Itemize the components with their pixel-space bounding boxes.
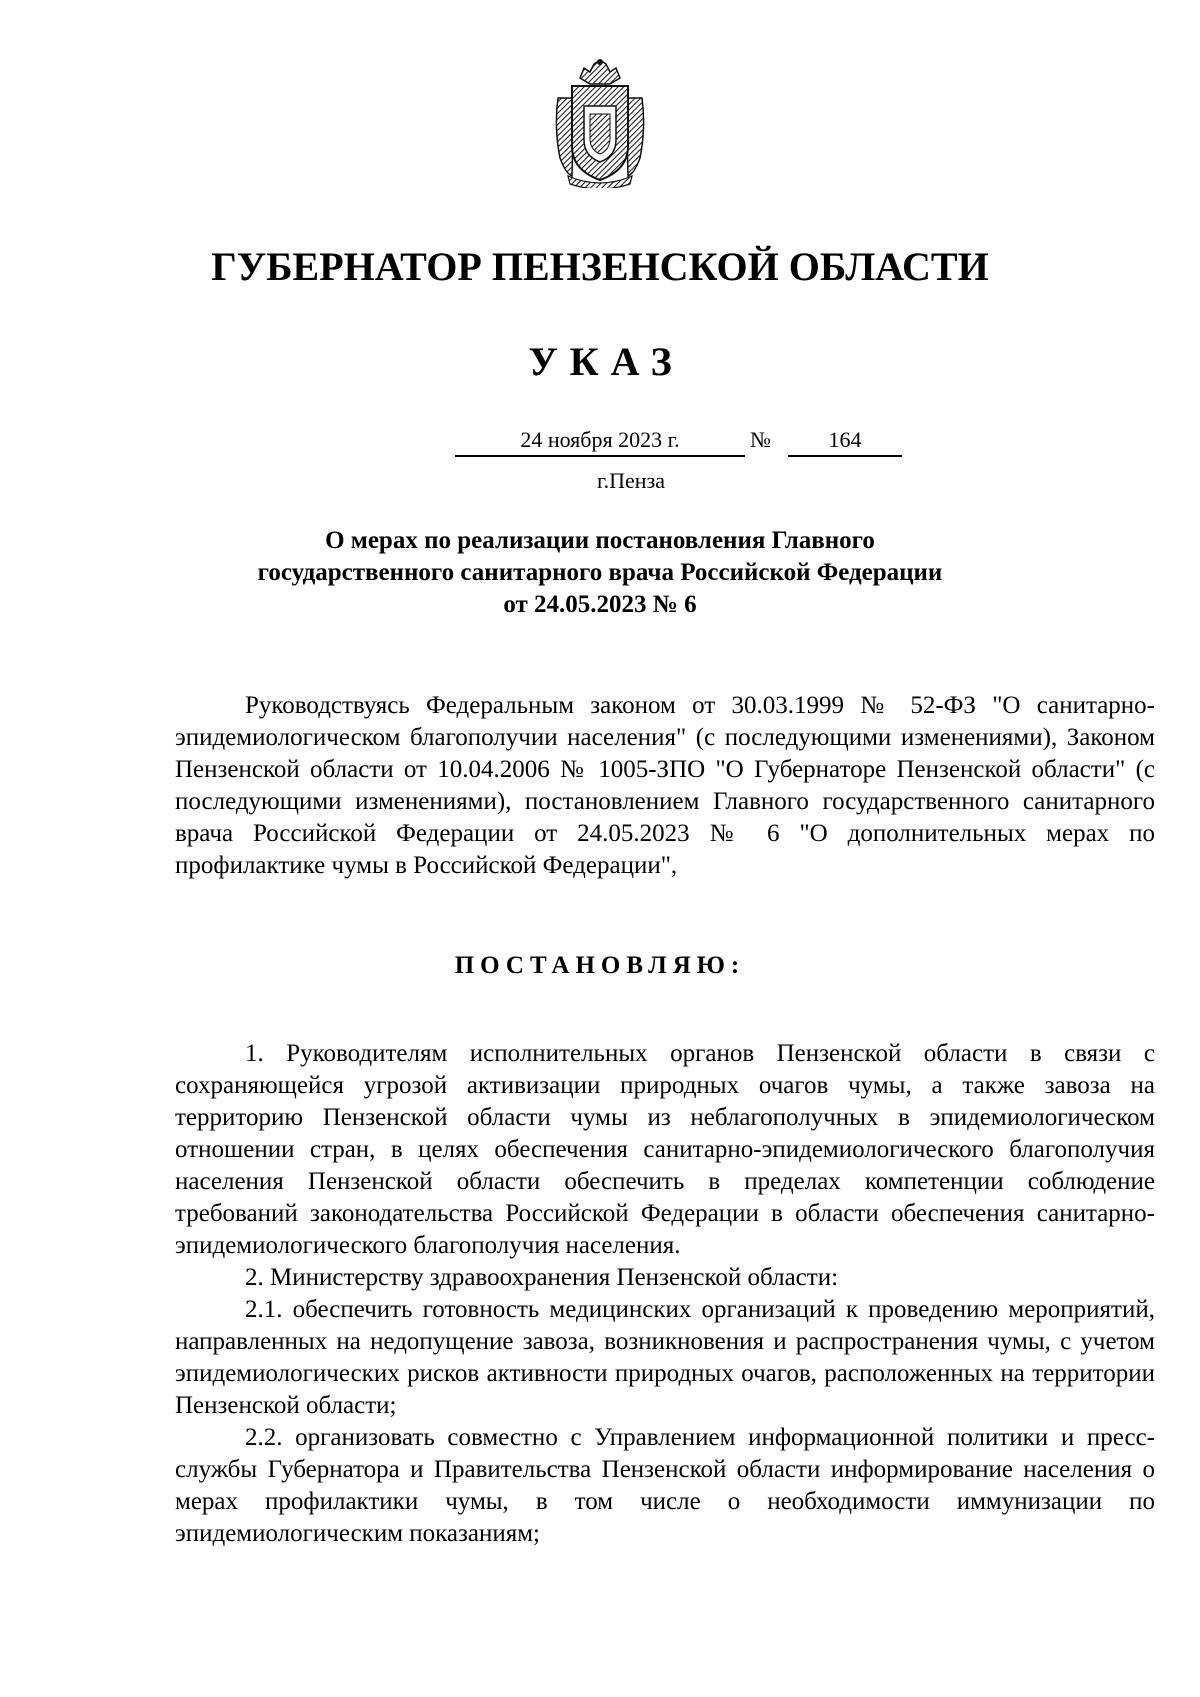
preamble-block	[175, 690, 1155, 882]
document-date: 24 ноября 2023 г.	[455, 425, 745, 457]
document-subject	[150, 525, 1050, 621]
decree-paragraph: 2.1. обеспечить готовность медицинских организаций к проведению мероприятий, направленных на недопущение завоза, возникновения и распространения чумы, с учетом эпидемиологических рисков активности природных очагов, расположенных на территории Пензенской области;	[175, 1296, 1155, 1419]
decree-paragraph: 2. Министерству здравоохранения Пензенской области:	[245, 1264, 839, 1291]
coat-of-arms-emblem-icon	[550, 58, 650, 188]
document-number: 164	[788, 425, 902, 457]
decree-body	[175, 1038, 1155, 1550]
document-city: г.Пенза	[597, 468, 665, 493]
subject-line: О мерах по реализации постановления Главного	[325, 527, 875, 554]
decree-word: ПОСТАНОВЛЯЮ:	[454, 952, 746, 979]
document-type: УКАЗ	[528, 339, 684, 384]
subject-line: от 24.05.2023 № 6	[503, 591, 697, 618]
decree-paragraph: 2.2. организовать совместно с Управлением информационной политики и пресс-службы Губернатора и Правительства Пензенской области информирование населения о мерах профилактики чумы, в том числе о необходимости иммунизации по эпидемиологическим показаниям;	[175, 1424, 1155, 1547]
number-sign: №	[750, 427, 771, 452]
decree-paragraph: 1. Руководителям исполнительных органов Пензенской области в связи с сохраняющейся угрозой активизации природных очагов чумы, а также завоза на территорию Пензенской области чумы из неблагополучных в эпидемиологическом отношении стран, в целях обеспечения санитарно-эпидемиологического благополучия населения Пензенской области обеспечить в пределах компетенции соблюдение требований законодательства Российской Федерации в области обеспечения санитарно-эпидемиологического благополучия населения.	[175, 1040, 1155, 1259]
org-title: ГУБЕРНАТОР ПЕНЗЕНСКОЙ ОБЛАСТИ	[211, 244, 989, 289]
subject-line: государственного санитарного врача Российской Федерации	[257, 559, 943, 586]
preamble-paragraph: Руководствуясь Федеральным законом от 30.03.1999 № 52-ФЗ "О санитарно-эпидемиологическом благополучии населения" (с последующими изменениями), Законом Пензенской области от 10.04.2006 № 1005-ЗПО "О Губернаторе Пензенской области" (с последующими изменениями), постановлением Главного государственного санитарного врача Российской Федерации от 24.05.2023 № 6 "О дополнительных мерах по профилактике чумы в Российской Федерации",	[175, 692, 1155, 879]
